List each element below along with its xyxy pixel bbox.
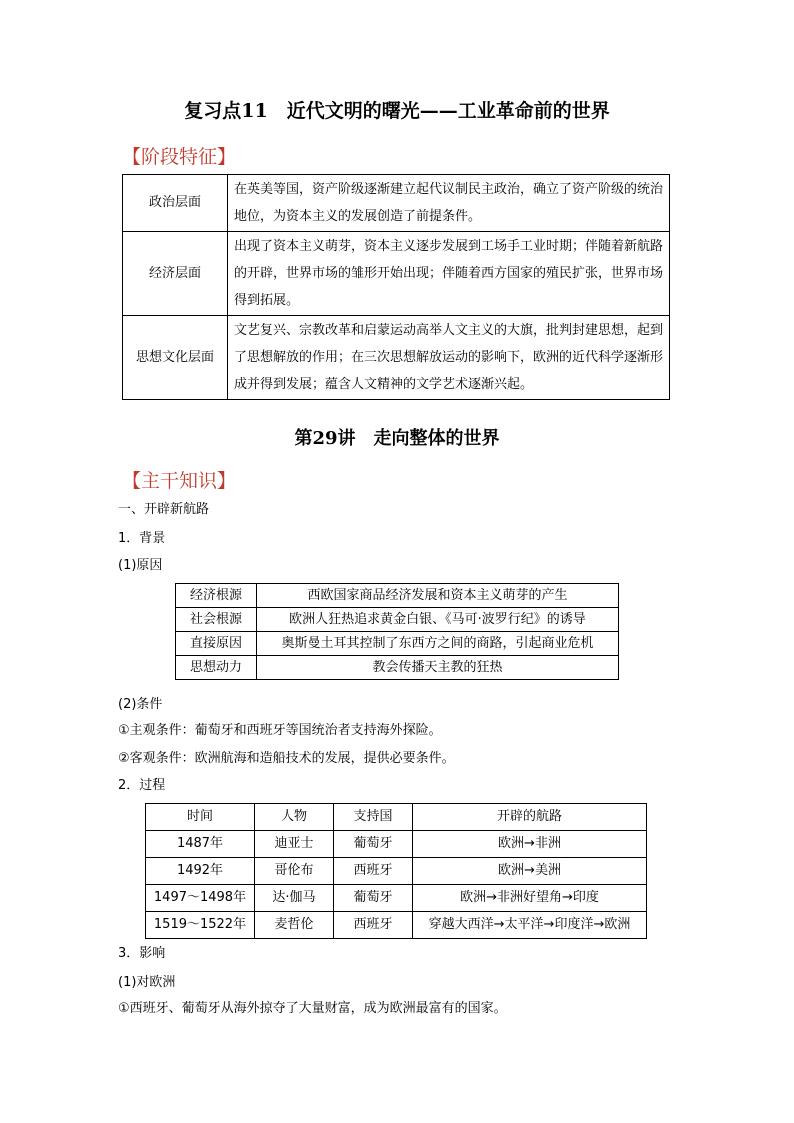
stage-features-table xyxy=(122,174,670,400)
lecture-title: 第29讲 走向整体的世界 xyxy=(294,428,500,449)
feature-text: 在英美等国，资产阶级逐渐建立起代议制民主政治，确立了资产阶级的统治地位，为资本主义的发展创造了前提条件。 xyxy=(228,175,670,232)
feature-key: 政治层面 xyxy=(123,175,228,232)
feature-text: 出现了资本主义萌芽，资本主义逐步发展到工场手工业时期；伴随着新航路的开辟，世界市场的雏形开始出现；伴随着西方国家的殖民扩张，世界市场得到拓展。 xyxy=(228,232,670,316)
table-cell: 西班牙 xyxy=(334,912,413,939)
subsection-heading: 1．背景 xyxy=(118,531,166,546)
table-cell: 欧洲→非洲 xyxy=(413,831,647,858)
column-header: 开辟的航路 xyxy=(413,804,647,831)
table-row xyxy=(123,175,670,232)
cause-key: 经济根源 xyxy=(176,584,257,608)
column-header: 时间 xyxy=(146,804,255,831)
page-title: 复习点11 近代文明的曙光——工业革命前的世界 xyxy=(184,100,610,122)
table-row xyxy=(123,316,670,400)
table-row xyxy=(123,232,670,316)
table-row xyxy=(146,831,647,858)
table-cell: 迪亚士 xyxy=(255,831,334,858)
table-row xyxy=(146,912,647,939)
cause-key: 社会根源 xyxy=(176,608,257,632)
main-knowledge-heading: 【主干知识】 xyxy=(122,470,237,492)
cause-key: 直接原因 xyxy=(176,632,257,656)
table-cell: 1487年 xyxy=(146,831,255,858)
table-cell: 欧洲→非洲好望角→印度 xyxy=(413,885,647,912)
table-cell: 达·伽马 xyxy=(255,885,334,912)
subsection-heading: 3．影响 xyxy=(118,946,166,961)
paragraph: ①主观条件：葡萄牙和西班牙等国统治者支持海外探险。 xyxy=(118,723,442,738)
table-row xyxy=(146,885,647,912)
stage-features-heading: 【阶段特征】 xyxy=(122,146,237,168)
table-row xyxy=(176,584,619,608)
feature-text: 文艺复兴、宗教改革和启蒙运动高举人文主义的大旗，批判封建思想，起到了思想解放的作用；在三次思想解放运动的影响下，欧洲的近代科学逐渐形成并得到发展；蕴含人文精神的文学艺术逐渐兴起。 xyxy=(228,316,670,400)
cause-text: 欧洲人狂热追求黄金白银、《马可·波罗行纪》的诱导 xyxy=(257,608,619,632)
column-header: 支持国 xyxy=(334,804,413,831)
paragraph: ①西班牙、葡萄牙从海外掠夺了大量财富，成为欧洲最富有的国家。 xyxy=(118,1001,507,1016)
column-header: 人物 xyxy=(255,804,334,831)
table-cell: 穿越大西洋→太平洋→印度洋→欧洲 xyxy=(413,912,647,939)
table-cell: 葡萄牙 xyxy=(334,831,413,858)
feature-key: 思想文化层面 xyxy=(123,316,228,400)
table-cell: 葡萄牙 xyxy=(334,885,413,912)
table-cell: 欧洲→美洲 xyxy=(413,858,647,885)
table-cell: 西班牙 xyxy=(334,858,413,885)
subsection-heading: (1)对欧洲 xyxy=(118,975,176,990)
cause-text: 教会传播天主教的狂热 xyxy=(257,656,619,680)
table-cell: 哥伦布 xyxy=(255,858,334,885)
routes-table xyxy=(145,803,647,939)
table-row xyxy=(176,656,619,680)
table-header-row xyxy=(146,804,647,831)
cause-text: 奥斯曼土耳其控制了东西方之间的商路，引起商业危机 xyxy=(257,632,619,656)
subsection-heading: (1)原因 xyxy=(118,558,163,573)
table-cell: 1497～1498年 xyxy=(146,885,255,912)
feature-key: 经济层面 xyxy=(123,232,228,316)
causes-table xyxy=(175,583,619,680)
subsection-heading: 2．过程 xyxy=(118,778,166,793)
table-row xyxy=(146,858,647,885)
table-cell: 1519～1522年 xyxy=(146,912,255,939)
table-cell: 1492年 xyxy=(146,858,255,885)
table-row xyxy=(176,608,619,632)
cause-key: 思想动力 xyxy=(176,656,257,680)
subsection-heading: (2)条件 xyxy=(118,697,163,712)
table-row xyxy=(176,632,619,656)
section-heading: 一、开辟新航路 xyxy=(118,502,210,517)
paragraph: ②客观条件：欧洲航海和造船技术的发展，提供必要条件。 xyxy=(118,751,455,766)
table-cell: 麦哲伦 xyxy=(255,912,334,939)
cause-text: 西欧国家商品经济发展和资本主义萌芽的产生 xyxy=(257,584,619,608)
